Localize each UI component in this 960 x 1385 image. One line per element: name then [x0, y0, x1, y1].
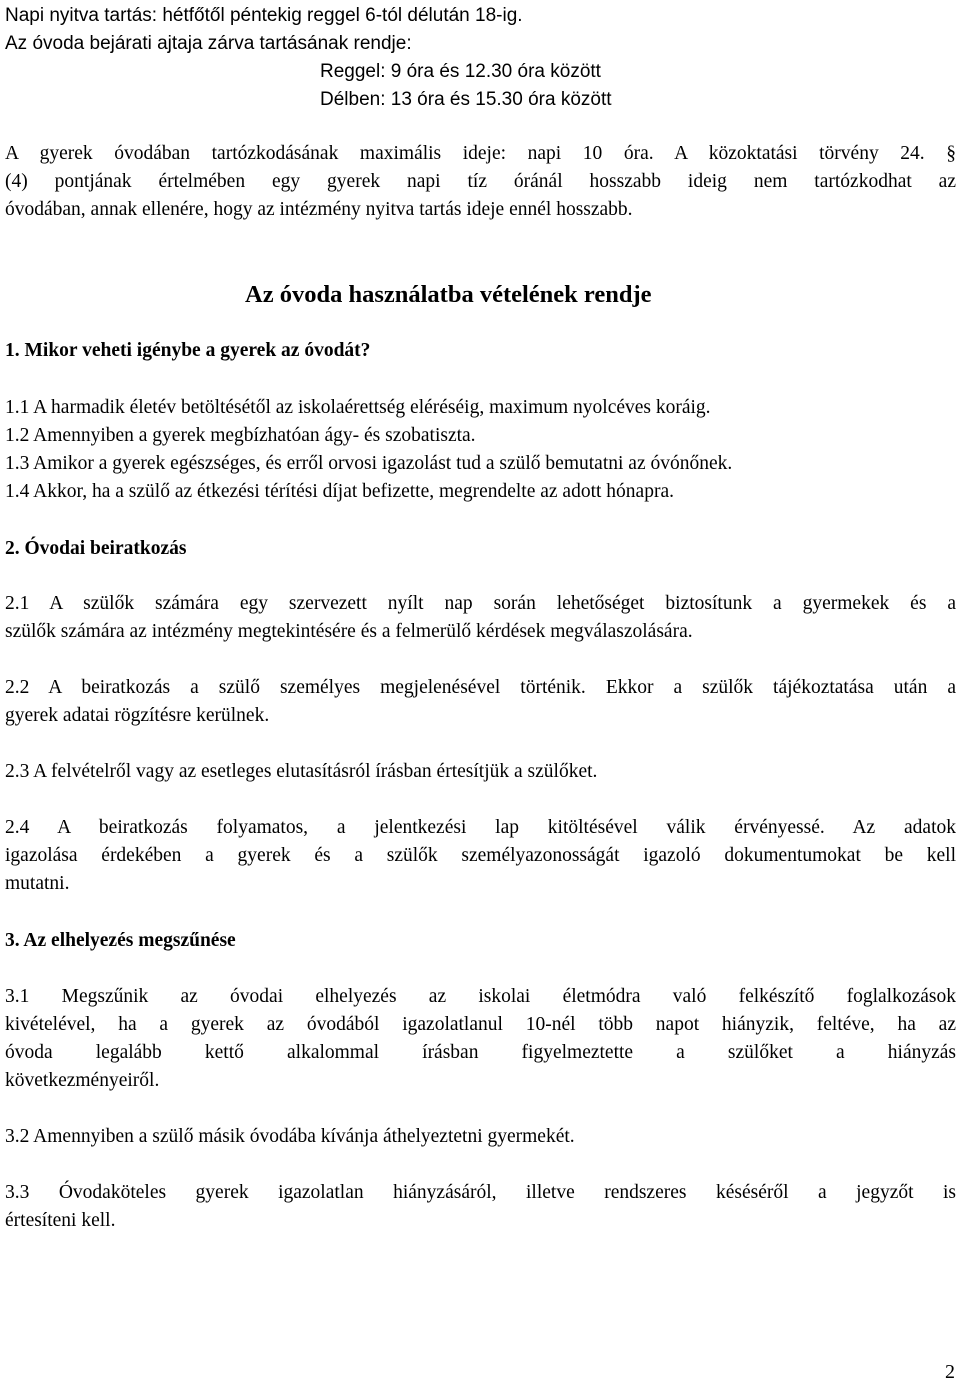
paragraph-line: szülők számára az intézmény megtekintésére és a felmerülő kérdések megválaszolására.: [5, 621, 693, 642]
paragraph-line: 2.2 A beiratkozás a szülő személyes megjelenésével történik. Ekkor a szülők tájékoztatása után a: [5, 677, 956, 698]
morning-closing: Reggel: 9 óra és 12.30 óra között: [320, 61, 601, 82]
paragraph-line: következményeiről.: [5, 1070, 160, 1091]
max-stay-line: A gyerek óvodában tartózkodásának maximális ideje: napi 10 óra. A közoktatási törvény 24. §: [5, 143, 956, 164]
noon-closing: Délben: 13 óra és 15.30 óra között: [320, 89, 612, 110]
paragraph-line: 2.1 A szülők számára egy szervezett nyílt nap során lehetőséget biztosítunk a gyermekek és a: [5, 593, 956, 614]
paragraph-line: mutatni.: [5, 873, 70, 894]
opening-hours: Napi nyitva tartás: hétfőtől péntekig reggel 6-tól délután 18-ig.: [5, 5, 523, 26]
paragraph-line: igazolása érdekében a gyerek és a szülők személyazonosságát igazoló dokumentumokat be kell: [5, 845, 956, 866]
paragraph-line: 3.3 Óvodaköteles gyerek igazolatlan hiányzásáról, illetve rendszeres késéséről a jegyzőt is: [5, 1182, 956, 1203]
section-2-heading: 2. Óvodai beiratkozás: [5, 538, 187, 559]
entrance-closed-heading: Az óvoda bejárati ajtaja zárva tartásának rendje:: [5, 33, 412, 54]
document-title: Az óvoda használatba vételének rendje: [245, 281, 652, 308]
paragraph-line: óvoda legalább kettő alkalommal írásban figyelmeztette a szülőket a hiányzás: [5, 1042, 956, 1063]
max-stay-line: óvodában, annak ellenére, hogy az intézmény nyitva tartás ideje ennél hosszabb.: [5, 199, 633, 220]
page-number: 2: [945, 1361, 955, 1383]
paragraph-line: 3.1 Megszűnik az óvodai elhelyezés az iskolai életmódra való felkészítő foglalkozások: [5, 986, 956, 1007]
paragraph-line: 2.3 A felvételről vagy az esetleges elutasításról írásban értesítjük a szülőket.: [5, 761, 598, 782]
paragraph-line: kivételével, ha a gyerek az óvodából igazolatlanul 10-nél több napot hiányzik, feltéve, ha az: [5, 1014, 956, 1035]
section-1-heading: 1. Mikor veheti igénybe a gyerek az óvodát?: [5, 340, 371, 361]
paragraph-line: értesíteni kell.: [5, 1210, 116, 1231]
section-1-item: 1.2 Amennyiben a gyerek megbízhatóan ágy- és szobatiszta.: [5, 425, 476, 446]
section-3-heading: 3. Az elhelyezés megszűnése: [5, 930, 236, 951]
paragraph-line: gyerek adatai rögzítésre kerülnek.: [5, 705, 270, 726]
section-1-item: 1.3 Amikor a gyerek egészséges, és erről orvosi igazolást tud a szülő bemutatni az óvónőnek.: [5, 453, 733, 474]
section-1-item: 1.4 Akkor, ha a szülő az étkezési térítési díjat befizette, megrendelte az adott hónapra.: [5, 481, 674, 502]
paragraph-line: 3.2 Amennyiben a szülő másik óvodába kívánja áthelyeztetni gyermekét.: [5, 1126, 575, 1147]
section-1-item: 1.1 A harmadik életév betöltésétől az iskolaérettség eléréséig, maximum nyolcéves koráig.: [5, 397, 711, 418]
max-stay-line: (4) pontjának értelmében egy gyerek napi tíz óránál hosszabb ideig nem tartózkodhat az: [5, 171, 956, 192]
paragraph-line: 2.4 A beiratkozás folyamatos, a jelentkezési lap kitöltésével válik érvényessé. Az adatok: [5, 817, 956, 838]
